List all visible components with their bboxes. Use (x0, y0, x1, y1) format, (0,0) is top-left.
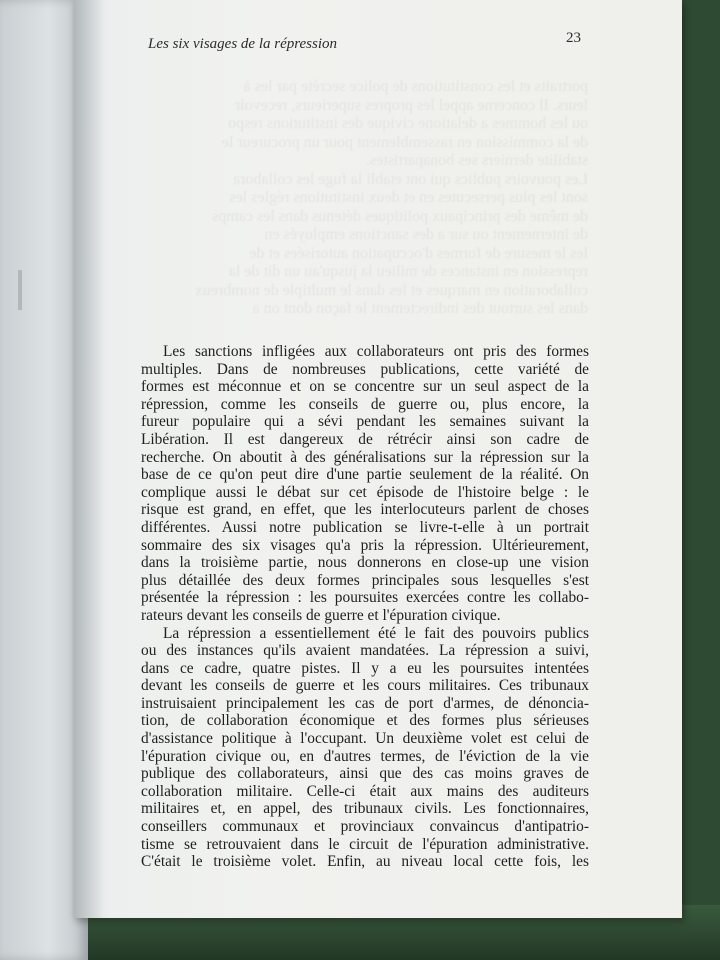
text-line: militaires et, en appel, des tribunaux civils. Les fonctionnaires, (141, 800, 589, 818)
text-line: publique des collaborateurs, ainsi que des cas moins graves de (141, 765, 589, 783)
text-line: devant les conseils de guerre et les cours militaires. Ces tribunaux (141, 677, 589, 695)
text-line: recherche. On aboutit à des généralisations sur la répression sur la (141, 448, 589, 466)
text-line: La répression a essentiellement été le fait des pouvoirs publics (163, 624, 589, 642)
text-line: C'était le troisième volet. Enfin, au niveau local cette fois, les (141, 853, 589, 871)
text-line: conseillers communaux et provinciaux convaincus d'antipatrio- (141, 818, 589, 836)
text-line: plus détaillée des deux formes principales sous lesquelles s'est (141, 571, 589, 589)
text-line: multiples. Dans de nombreuses publications, cette variété de (141, 360, 589, 378)
text-line: Libération. Il est dangereux de rétrécir ainsi son cadre de (141, 430, 589, 448)
text-line: base de ce qu'on peut dire d'une partie seulement de la réalité. On (141, 466, 589, 484)
text-line: tisme se retrouvaient dans le circuit de l'épuration administrative. (141, 835, 589, 853)
body-text (141, 343, 589, 871)
text-line: dans la troisième partie, nous donnerons en close-up une vision (141, 554, 589, 572)
paragraph-1 (141, 343, 589, 625)
text-line: présentée la répression : les poursuites exercées contre les collabo- (141, 589, 589, 607)
text-line: Les sanctions infligées aux collaborateurs ont pris des formes (163, 343, 589, 360)
text-line: dans ce cadre, quatre pistes. Il y a eu les poursuites intentées (141, 659, 589, 677)
paragraph-2 (141, 625, 589, 871)
text-line: l'épuration civique ou, en d'autres termes, de l'éviction de la vie (141, 747, 589, 765)
page-number: 23 (566, 30, 581, 46)
text-line: risque est grand, en effet, que les interlocuteurs parlent de choses (141, 501, 589, 519)
text-line: fureur populaire qui a sévi pendant les semaines suivant la (141, 413, 589, 431)
text-line: complique aussi le débat sur cet épisode de l'histoire belge : le (141, 483, 589, 501)
text-line: instruisaient principalement les cas de port d'armes, de dénoncia- (141, 694, 589, 712)
text-line: formes est méconnue et on se concentre sur un seul aspect de la (141, 378, 589, 396)
running-head: Les six visages de la répression (148, 36, 338, 52)
show-through-text: portraits et les constitutions de police secrète par les à leurs. Il concerne appel les propres superieurs, recevoir ou les hommes a delatione civique des institutions respo de la commission en rassemblement pour un procureur le stabilite derniers ses bonapartistes. Les pouvoirs publics qui ont etabli la fuge les collabora sont les plus persecutes en et deux institutions régles les de même des principaux politiques détenus dans les camps de internement ou sur a des sanctions employés en les le mesure de formes d'occupation autorisées et de repression en instances de milieu la jusqu'au un dit de la collaboration en marques et les dans le multiple de nombreux dans les surtout des indirectement le façon dont on a (194, 78, 588, 317)
text-line: ou des instances qu'ils avaient mandatées. La répression a suivi, (141, 642, 589, 660)
text-line: d'assistance politique à l'occupant. Un deuxième volet est celui de (141, 730, 589, 748)
facing-page-mark (18, 270, 34, 310)
text-line: différentes. Aussi notre publication se livre-t-elle à un portrait (141, 518, 589, 536)
text-line: tion, de collaboration économique et des formes plus sérieuses (141, 712, 589, 730)
text-line: rateurs devant les conseils de guerre et l'épuration civique. (141, 606, 501, 624)
text-line: sommaire des six visages qu'a pris la répression. Ultérieurement, (141, 536, 589, 554)
text-line: collaboration militaire. Celle-ci était aux mains des auditeurs (141, 782, 589, 800)
text-line: répression, comme les conseils de guerre ou, plus encore, la (141, 395, 589, 413)
